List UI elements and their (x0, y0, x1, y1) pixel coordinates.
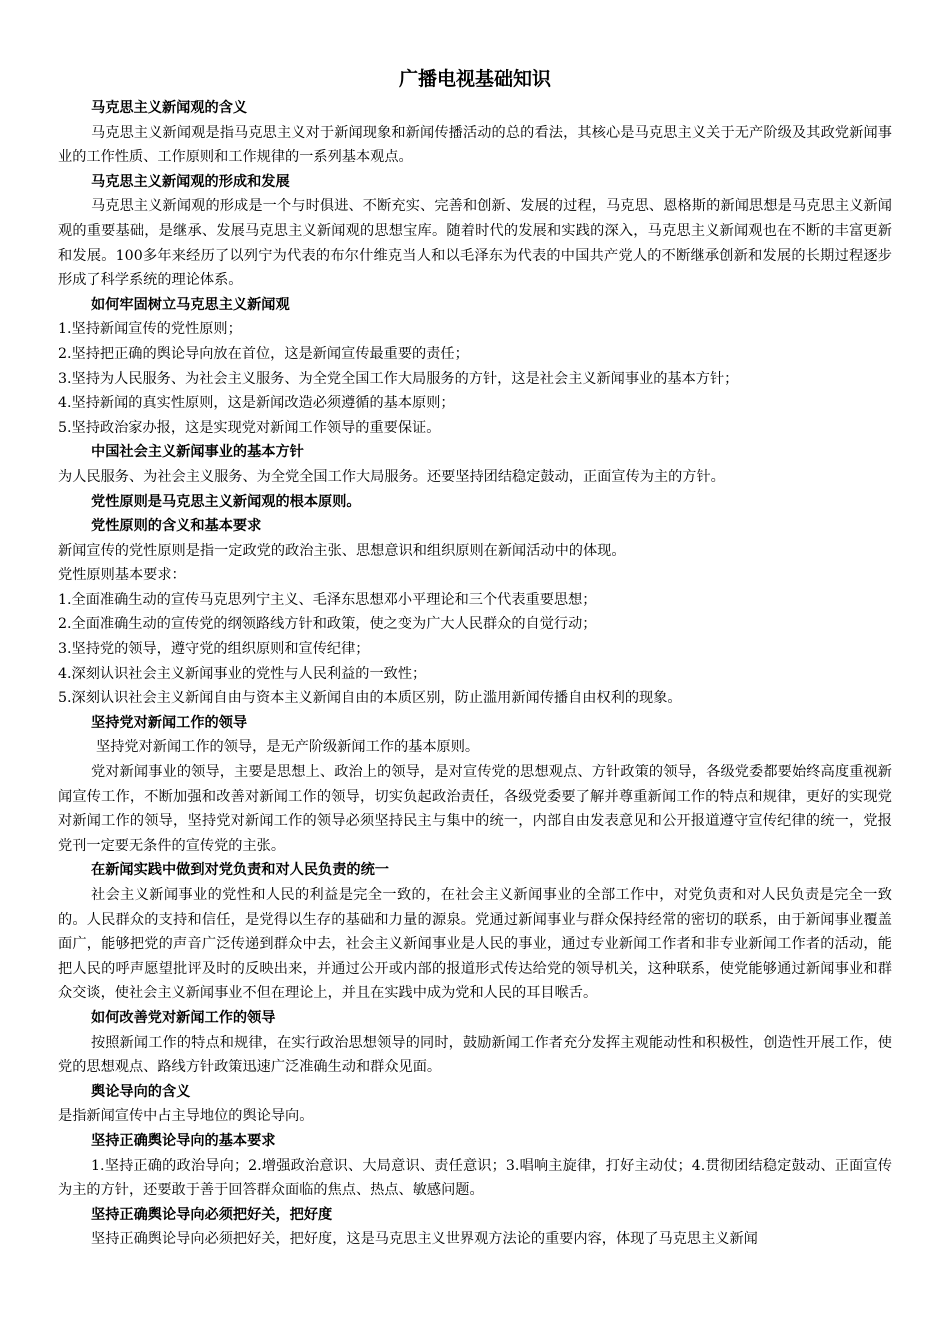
section-paragraph: 是指新闻宣传中占主导地位的舆论导向。 (58, 1108, 314, 1125)
section-heading: 在新闻实践中做到对党负责和对人民负责的统一 (91, 862, 389, 879)
section-heading: 坚持正确舆论导向必须把好关，把好度 (91, 1206, 333, 1223)
section-heading: 党性原则的含义和基本要求 (91, 518, 262, 535)
section-heading: 马克思主义新闻观的形成和发展 (91, 173, 290, 190)
section-paragraph: 按照新闻工作的特点和规律，在实行政治思想领导的同时，鼓励新闻工作者充分发挥主观能动性和积极性，创造性开展工作，使党的思想观点、路线方针政策迅速广泛准确生动和群众见面。 (58, 1034, 892, 1076)
section-paragraph: 4.坚持新闻的真实性原则，这是新闻改造必须遵循的基本原则； (58, 395, 455, 412)
section-paragraph: 1.全面准确生动的宣传马克思列宁主义、毛泽东思想邓小平理论和三个代表重要思想； (58, 591, 597, 608)
section-paragraph: 党对新闻事业的领导，主要是思想上、政治上的领导，是对宣传党的思想观点、方针政策的领导，各级党委都要始终高度重视新闻宣传工作，不断加强和改善对新闻工作的领导，切实负起政治责任，各级党委要了解并尊重新闻工作的特点和规律，更好的实现党对新闻工作的领导，坚持党对新闻工作的领导必须坚持民主与集中的统一，内部自由发表意见和公开报道遵守宣传纪律的统一，党报党刊一定要无条件的宣传党的主张。 (58, 764, 892, 854)
document-page (58, 64, 892, 1252)
section-paragraph: 2.坚持把正确的舆论导向放在首位，这是新闻宣传最重要的责任； (58, 345, 469, 362)
section-heading: 坚持党对新闻工作的领导 (91, 714, 248, 731)
section-paragraph: 党性原则基本要求： (58, 567, 186, 584)
section-paragraph: 为人民服务、为社会主义服务、为全党全国工作大局服务。还要坚持团结稳定鼓动，正面宣传为主的方针。 (58, 468, 725, 485)
section-paragraph: 3.坚持党的领导，遵守党的组织原则和宣传纪律； (58, 641, 370, 658)
section-paragraph: 1.坚持新闻宣传的党性原则； (58, 321, 242, 338)
section-heading: 马克思主义新闻观的含义 (91, 100, 248, 116)
section-heading: 如何牢固树立马克思主义新闻观 (91, 296, 290, 313)
section-paragraph: 5.深刻认识社会主义新闻自由与资本主义新闻自由的本质区别，防止滥用新闻传播自由权利的现象。 (58, 690, 682, 707)
document-title: 广播电视基础知识 (398, 68, 551, 90)
section-heading: 坚持正确舆论导向的基本要求 (91, 1132, 276, 1149)
section-paragraph: 2.全面准确生动的宣传党的纲领路线方针和政策，使之变为广大人民群众的自觉行动； (58, 616, 597, 633)
section-heading: 党性原则是马克思主义新闻观的根本原则。 (91, 493, 361, 510)
section-paragraph: 5.坚持政治家办报，这是实现党对新闻工作领导的重要保证。 (58, 419, 441, 436)
section-paragraph: 马克思主义新闻观的形成是一个与时俱进、不断充实、完善和创新、发展的过程，马克思、恩格斯的新闻思想是马克思主义新闻观的重要基础，是继承、发展马克思主义新闻观的思想宝库。随着时代的发展和实践的深入，马克思主义新闻观也在不断的丰富更新和发展。100多年来经历了以列宁为代表的布尔什维克当人和以毛泽东为代表的中国共产党人的不断继承创新和发展的长期过程逐步形成了科学系统的理论体系。 (58, 198, 892, 289)
section-paragraph: 1.坚持正确的政治导向；2.增强政治意识、大局意识、责任意识；3.唱响主旋律，打好主动仗；4.贯彻团结稳定鼓动、正面宣传为主的方针，还要敢于善于回答群众面临的焦点、热点、敏感问题。 (58, 1157, 892, 1199)
section-paragraph: 坚持党对新闻工作的领导，是无产阶级新闻工作的基本原则。 (96, 739, 480, 756)
section-paragraph: 3.坚持为人民服务、为社会主义服务、为全党全国工作大局服务的方针，这是社会主义新闻事业的基本方针； (58, 370, 739, 387)
section-heading: 如何改善党对新闻工作的领导 (91, 1009, 276, 1026)
section-heading: 中国社会主义新闻事业的基本方针 (91, 444, 304, 461)
section-paragraph: 社会主义新闻事业的党性和人民的利益是完全一致的，在社会主义新闻事业的全部工作中，对党负责和对人民负责是完全一致的。人民群众的支持和信任，是党得以生存的基础和力量的源泉。党通过新闻事业与群众保持经常的密切的联系，由于新闻事业覆盖面广，能够把党的声音广泛传递到群众中去，社会主义新闻事业是人民的事业，通过专业新闻工作者和非专业新闻工作者的活动，能把人民的呼声愿望批评及时的反映出来，并通过公开或内部的报道形式传达给党的领导机关，这种联系，使党能够通过新闻事业和群众交谈，使社会主义新闻事业不但在理论上，并且在实践中成为党和人民的耳目喉舌。 (58, 887, 892, 1002)
section-paragraph: 新闻宣传的党性原则是指一定政党的政治主张、思想意识和组织原则在新闻活动中的体现。 (58, 542, 626, 559)
section-paragraph: 坚持正确舆论导向必须把好关，把好度，这是马克思主义世界观方法论的重要内容，体现了马克思主义新闻 (91, 1231, 758, 1248)
section-paragraph: 4.深刻认识社会主义新闻事业的党性与人民利益的一致性； (58, 665, 427, 682)
section-heading: 舆论导向的含义 (91, 1083, 191, 1100)
section-paragraph: 马克思主义新闻观是指马克思主义对于新闻现象和新闻传播活动的总的看法，其核心是马克思主义关于无产阶级及其政党新闻事业的工作性质、工作原则和工作规律的一系列基本观点。 (58, 124, 892, 166)
document-body (58, 96, 892, 1252)
